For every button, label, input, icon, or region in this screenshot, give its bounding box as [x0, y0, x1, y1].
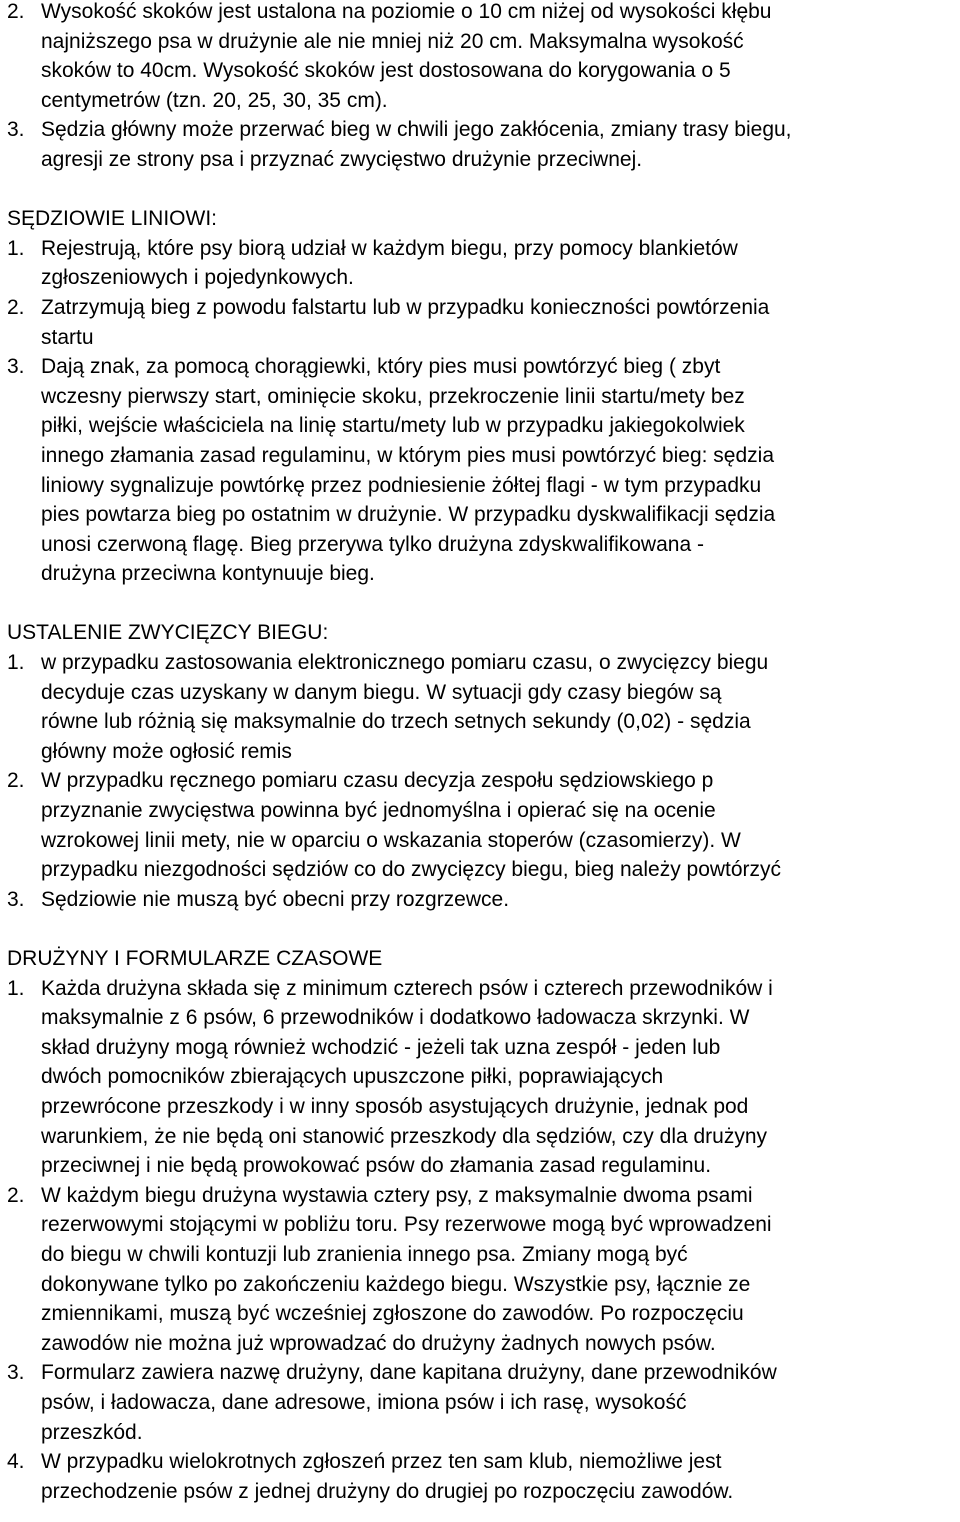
- section-winner-determination: [7, 618, 957, 914]
- list-item: [7, 115, 957, 174]
- item-number: 3.: [7, 887, 25, 911]
- item-line: startu: [41, 325, 94, 349]
- paragraph-gap: [7, 914, 957, 944]
- item-line: Zatrzymują bieg z powodu falstartu lub w przypadku konieczności powtórzenia: [41, 295, 770, 319]
- paragraph-gap: [7, 589, 957, 619]
- item-line: przypadku niezgodności sędziów co do zwycięzcy biegu, bieg należy powtórzyć: [41, 858, 782, 882]
- item-line: Formularz zawiera nazwę drużyny, dane kapitana drużyny, dane przewodników: [41, 1361, 777, 1385]
- paragraph-gap: [7, 175, 957, 205]
- item-line: innego złamania zasad regulaminu, w którym pies musi powtórzyć bieg: sędzia: [41, 443, 775, 467]
- item-line: główny może ogłosić remis: [41, 739, 292, 763]
- list-item: [7, 974, 957, 1181]
- item-line: skoków to 40cm. Wysokość skoków jest dostosowana do korygowania o 5: [41, 59, 731, 83]
- list-item: [7, 0, 957, 115]
- item-line: Każda drużyna składa się z minimum czterech psów i czterech przewodników i: [41, 976, 773, 1000]
- item-line: przeszkód.: [41, 1420, 143, 1444]
- item-line: zawodów nie można już wprowadzać do drużyny żadnych nowych psów.: [41, 1331, 716, 1355]
- item-line: wzrokowej linii mety, nie w oparciu o wskazania stoperów (czasomierzy). W: [41, 828, 741, 852]
- item-line: równe lub różnią się maksymalnie do trzech setnych sekundy (0,02) - sędzia: [41, 710, 751, 734]
- item-number: 2.: [7, 0, 25, 23]
- item-line: Sędziowie nie muszą być obecni przy rozgrzewce.: [41, 887, 510, 911]
- item-line: Sędzia główny może przerwać bieg w chwili jego zakłócenia, zmiany trasy biegu,: [41, 118, 792, 142]
- item-line: skład drużyny mogą również wchodzić - jeżeli tak uzna zespół - jeden lub: [41, 1035, 721, 1059]
- list-item: [7, 293, 957, 352]
- item-line: drużyna przeciwna kontynuuje bieg.: [41, 562, 375, 586]
- item-number: 3.: [7, 118, 25, 142]
- section-race-rules: [7, 0, 957, 175]
- item-number: 2.: [7, 295, 25, 319]
- list-item: [7, 352, 957, 589]
- item-line: w przypadku zastosowania elektronicznego pomiaru czasu, o zwycięzcy biegu: [41, 651, 769, 675]
- item-line: agresji ze strony psa i przyznać zwycięstwo drużynie przeciwnej.: [41, 147, 643, 171]
- item-line: najniższego psa w drużynie ale nie mniej niż 20 cm. Maksymalna wysokość: [41, 29, 744, 53]
- item-line: wczesny pierwszy start, ominięcie skoku, przekroczenie linii startu/mety bez: [41, 384, 745, 408]
- item-line: pies powtarza bieg po ostatnim w drużynie. W przypadku dyskwalifikacji sędzia: [41, 503, 776, 527]
- item-line: Rejestrują, które psy biorą udział w każdym biegu, przy pomocy blankietów: [41, 236, 738, 260]
- item-line: centymetrów (tzn. 20, 25, 30, 35 cm).: [41, 88, 388, 112]
- item-number: 1.: [7, 236, 25, 260]
- item-line: W przypadku wielokrotnych zgłoszeń przez ten sam klub, niemożliwe jest: [41, 1450, 722, 1474]
- section-line-judges: [7, 204, 957, 589]
- item-line: liniowy sygnalizuje powtórkę przez podniesienie żółtej flagi - w tym przypadku: [41, 473, 762, 497]
- item-line: zgłoszeniowych i pojedynkowych.: [41, 266, 354, 290]
- item-number: 1.: [7, 651, 25, 675]
- item-line: maksymalnie z 6 psów, 6 przewodników i dodatkowo ładowacza skrzynki. W: [41, 1006, 750, 1030]
- item-number: 4.: [7, 1450, 25, 1474]
- list-item: [7, 234, 957, 293]
- item-line: W przypadku ręcznego pomiaru czasu decyzja zespołu sędziowskiego p: [41, 769, 714, 793]
- list-item: [7, 1358, 957, 1447]
- item-line: decyduje czas uzyskany w danym biegu. W sytuacji gdy czasy biegów są: [41, 680, 722, 704]
- item-line: Dają znak, za pomocą chorągiewki, który pies musi powtórzyć bieg ( zbyt: [41, 355, 721, 379]
- item-line: przechodzenie psów z jednej drużyny do drugiej po rozpoczęciu zawodów.: [41, 1479, 734, 1503]
- document-page: [7, 0, 957, 1506]
- item-line: dwóch pomocników zbierających upuszczone piłki, poprawiających: [41, 1065, 664, 1089]
- list-item: [7, 648, 957, 766]
- list-item: [7, 885, 957, 915]
- item-line: przewrócone przeszkody i w inny sposób asystujących drużynie, jednak pod: [41, 1094, 749, 1118]
- section-heading: DRUŻYNY I FORMULARZE CZASOWE: [7, 947, 383, 970]
- item-number: 3.: [7, 1361, 25, 1385]
- item-number: 2.: [7, 1183, 25, 1207]
- item-line: unosi czerwoną flagę. Bieg przerywa tylko drużyna zdyskwalifikowana -: [41, 532, 704, 556]
- item-number: 2.: [7, 769, 25, 793]
- list-item: [7, 1447, 957, 1506]
- item-line: Wysokość skoków jest ustalona na poziomie o 10 cm niżej od wysokości kłębu: [41, 0, 772, 23]
- item-number: 1.: [7, 976, 25, 1000]
- item-line: przyznanie zwycięstwa powinna być jednomyślna i opierać się na ocenie: [41, 799, 716, 823]
- list-item: [7, 766, 957, 884]
- item-line: zmiennikami, muszą być wcześniej zgłoszone do zawodów. Po rozpoczęciu: [41, 1302, 744, 1326]
- item-line: psów, i ładowacza, dane adresowe, imiona psów i ich rasę, wysokość: [41, 1390, 687, 1414]
- section-heading: SĘDZIOWIE LINIOWI:: [7, 207, 218, 231]
- item-line: warunkiem, że nie będą oni stanowić przeszkody dla sędziów, czy dla drużyny: [41, 1124, 768, 1148]
- item-line: W każdym biegu drużyna wystawia cztery psy, z maksymalnie dwoma psami: [41, 1183, 753, 1207]
- item-line: rezerwowymi stojącymi w pobliżu toru. Psy rezerwowe mogą być wprowadzeni: [41, 1213, 772, 1237]
- list-item: [7, 1181, 957, 1359]
- section-teams-and-forms: [7, 944, 957, 1506]
- section-heading: USTALENIE ZWYCIĘZCY BIEGU:: [7, 621, 329, 645]
- item-line: przeciwnej i nie będą prowokować psów do złamania zasad regulaminu.: [41, 1154, 712, 1178]
- item-number: 3.: [7, 355, 25, 379]
- item-line: do biegu w chwili kontuzji lub zranienia innego psa. Zmiany mogą być: [41, 1242, 688, 1266]
- item-line: dokonywane tylko po zakończeniu każdego biegu. Wszystkie psy, łącznie ze: [41, 1272, 751, 1296]
- item-line: piłki, wejście właściciela na linię startu/mety lub w przypadku jakiegokolwiek: [41, 414, 745, 438]
